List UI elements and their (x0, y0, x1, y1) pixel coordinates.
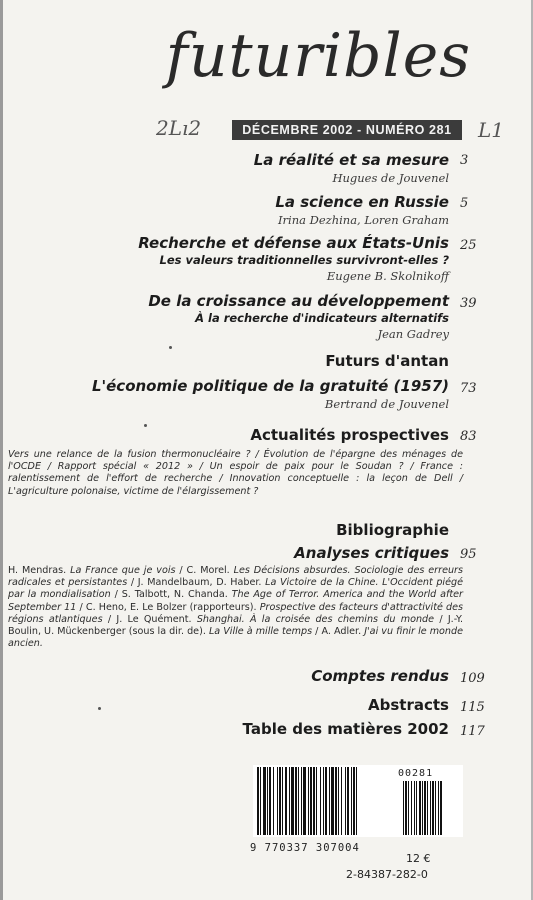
entry-page: 25 (460, 238, 477, 253)
section-subheading (294, 544, 449, 562)
barcode-bar (341, 767, 342, 835)
barcode-bar (356, 767, 357, 835)
entry-title: Recherche et défense aux États-Unis (138, 234, 449, 252)
scan-speck (98, 707, 101, 710)
section-actualites (250, 426, 449, 444)
barcode-addon-digits: 00281 (398, 768, 434, 779)
barcode-bar (335, 767, 337, 835)
bibliography-list (8, 565, 463, 650)
barcode-bar (323, 767, 324, 835)
actualites-summary: Vers une relance de la fusion thermonucléaire ? / Évolution de l'épargne des ménages de l'OCDE / Rapport spécial « 2012 » / Un espoir de paix pour le Soudan ? / France : ralentissement de l'effort de recherche / Innovation conceptuelle : la leçon de Dell / L'agriculture polonaise, victime de l'élargissement ? (8, 449, 463, 497)
issue-banner: DÉCEMBRE 2002 - NUMÉRO 281 (232, 120, 462, 140)
entry-author: Irina Dezhina, Loren Graham (277, 213, 449, 227)
barcode-bar (345, 767, 346, 835)
barcode-bar (273, 767, 274, 835)
bib-author: / S. Talbott, N. Chanda. (110, 589, 232, 601)
barcode-bar (351, 767, 352, 835)
entry-title: L'économie politique de la gratuité (1957) (91, 377, 449, 395)
barcode-addon-bar (405, 781, 407, 835)
section-page: 117 (460, 724, 485, 739)
masthead-title: futuribles (165, 21, 471, 91)
barcode-bar (347, 767, 349, 835)
barcode-bar (269, 767, 271, 835)
barcode-addon-bar (435, 781, 436, 835)
toc-entry (254, 151, 449, 185)
toc-entry (138, 234, 449, 283)
barcode-addon-bar (414, 781, 415, 835)
bib-author: / A. Adler. (312, 626, 365, 638)
entry-page: 5 (460, 196, 469, 211)
entry-title: De la croissance au développement (148, 292, 449, 310)
toc-entry (275, 193, 449, 227)
barcode-bar (331, 767, 334, 835)
barcode-bar (338, 767, 339, 835)
barcode-bar (282, 767, 283, 835)
barcode-addon-bar (422, 781, 423, 835)
section-table (243, 720, 449, 738)
barcode-bar (257, 767, 259, 835)
scan-speck (169, 346, 172, 349)
barcode-bar (295, 767, 297, 835)
barcode-bar (291, 767, 294, 835)
bib-author: / J. Mandelbaum, D. Haber. (127, 577, 266, 589)
toc-entry (92, 377, 449, 411)
entry-author: Jean Gadrey (377, 327, 449, 341)
scan-edge-left (0, 0, 3, 900)
barcode-bar (267, 767, 268, 835)
section-page: 83 (460, 429, 477, 444)
barcode-addon-bar (419, 781, 421, 835)
barcode-addon-bar (416, 781, 417, 835)
barcode-bar (301, 767, 302, 835)
barcode-bar (316, 767, 317, 835)
entry-page: 39 (460, 296, 477, 311)
barcode-bar (285, 767, 287, 835)
entry-page: 73 (460, 381, 477, 396)
bib-title: Prospective des facteurs d'attractivité des régions atlantiques (8, 601, 463, 625)
barcode-bar (313, 767, 315, 835)
bib-title: J'ai vu finir le monde ancien. (8, 626, 463, 650)
entry-author: Bertrand de Jouvenel (324, 397, 449, 411)
handwritten-note-left: 2Lı2 (156, 116, 202, 140)
section-abstracts (368, 696, 449, 714)
bib-author: / J. Le Quément. (102, 613, 197, 625)
section-comptes (311, 667, 449, 685)
barcode-addon-bar (430, 781, 431, 835)
entry-author: Eugene B. Skolnikoff (326, 269, 449, 283)
bib-title: La Victoire de la Chine. L'Occident piégé par la mondialisation (8, 577, 463, 601)
section-bibliographie (336, 521, 449, 539)
bib-title: The Age of Terror. America and the World after September 11 (8, 589, 464, 613)
section-heading: Futurs d'antan (325, 352, 449, 370)
entry-page: 3 (460, 153, 469, 168)
barcode-bar (279, 767, 281, 835)
toc-entry (148, 292, 449, 341)
barcode-bar (303, 767, 306, 835)
barcode-bar (329, 767, 330, 835)
barcode-bar (353, 767, 355, 835)
barcode-addon-bar (440, 781, 442, 835)
barcode-bar (310, 767, 312, 835)
barcode-addon-bar (403, 781, 404, 835)
section-heading: Abstracts (368, 696, 449, 714)
bib-title: Les Décisions absurdes. Sociologie des erreurs radicales et persistantes (8, 565, 463, 589)
bib-author: H. Mendras. (8, 565, 71, 576)
bib-title: Shanghai. À la croisée des chemins du monde (196, 613, 435, 625)
section-heading: Bibliographie (336, 521, 449, 539)
price: 12 € (406, 852, 431, 865)
entry-title: La réalité et sa mesure (253, 151, 449, 169)
bib-author: / C. Heno, E. Le Bolzer (rapporteurs). (76, 601, 260, 613)
section-page: 109 (460, 671, 485, 686)
barcode-bar (325, 767, 327, 835)
bib-author: / C. Morel. (175, 565, 234, 576)
barcode-digits: 9 770337 307004 (250, 842, 360, 854)
entry-subtitle: Les valeurs traditionnelles survivront-elles ? (159, 253, 449, 267)
barcode-addon-bar (427, 781, 428, 835)
section-futurs (325, 352, 449, 370)
bib-title: La Ville à mille temps (208, 626, 313, 638)
bib-author: / J.-Y. Boulin, U. Mückenberger (sous la dir. de). (8, 613, 463, 638)
entry-author: Hugues de Jouvenel (332, 171, 449, 185)
barcode-addon-bar (408, 781, 409, 835)
barcode-addon-bar (411, 781, 412, 835)
barcode-bar (260, 767, 261, 835)
handwritten-note-right: L1 (478, 118, 505, 142)
entry-subtitle: À la recherche d'indicateurs alternatifs (195, 311, 449, 325)
bib-title: La France que je vois (70, 565, 176, 576)
subheading-text: Analyses critiques (294, 544, 449, 562)
section-heading: Comptes rendus (311, 667, 449, 685)
section-page: 95 (460, 547, 477, 562)
barcode-addon-bar (424, 781, 426, 835)
barcode-addon-bar (432, 781, 434, 835)
section-heading: Actualités prospectives (250, 426, 449, 444)
barcode-bar (277, 767, 278, 835)
section-heading: Table des matières 2002 (242, 720, 449, 738)
barcode-bar (320, 767, 321, 835)
barcode-bar (298, 767, 299, 835)
section-page: 115 (460, 700, 485, 715)
barcode-bar (289, 767, 290, 835)
scan-speck (144, 424, 147, 427)
isbn: 2-84387-282-0 (346, 868, 428, 881)
barcode-bar (263, 767, 266, 835)
barcode-addon-bar (438, 781, 439, 835)
entry-title: La science en Russie (275, 193, 449, 211)
barcode-bar (308, 767, 309, 835)
